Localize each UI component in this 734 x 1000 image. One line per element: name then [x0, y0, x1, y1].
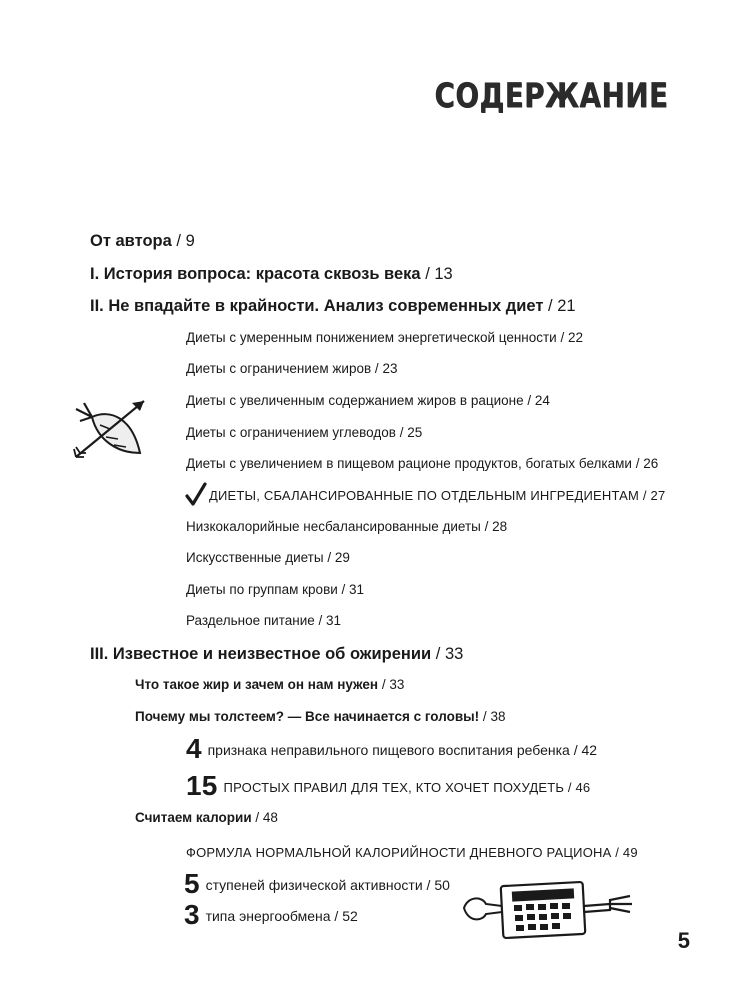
toc-page: 52	[342, 908, 358, 924]
toc-page: 49	[622, 845, 638, 860]
toc-page: 33	[444, 645, 464, 663]
big-number: 3	[184, 899, 200, 930]
toc-subentry[interactable]: Диеты с ограничением жиров / 23	[186, 361, 398, 376]
toc-subentry[interactable]: Низкокалорийные несбалансированные диеты / 28	[186, 519, 508, 534]
toc-subentry[interactable]: ФОРМУЛА НОРМАЛЬНОЙ КАЛОРИЙНОСТИ ДНЕВНОГО РАЦИОНА / 49	[186, 845, 638, 860]
carrot-arrow-illustration	[70, 395, 150, 465]
toc-page: 24	[534, 393, 550, 408]
toc-page: 50	[434, 877, 450, 893]
toc-entry-text: I. История вопроса: красота сквозь века	[90, 265, 421, 283]
toc-entry-chapter-2[interactable]: II. Не впадайте в крайности. Анализ современных диет / 21	[90, 297, 576, 315]
toc-page: 25	[407, 425, 423, 440]
toc-subentry[interactable]: Раздельное питание / 31	[186, 613, 342, 628]
big-number: 5	[184, 868, 200, 899]
big-number: 4	[186, 733, 202, 764]
toc-page: 31	[326, 613, 342, 628]
toc-section[interactable]: Считаем калории / 48	[135, 810, 278, 825]
toc-page: 31	[349, 582, 365, 597]
toc-subentry-highlighted[interactable]: ДИЕТЫ, СБАЛАНСИРОВАННЫЕ ПО ОТДЕЛЬНЫМ ИНГРЕДИЕНТАМ / 27	[209, 488, 666, 503]
page-title: СОДЕРЖАНИЕ	[434, 76, 668, 116]
toc-subentry[interactable]: Диеты с ограничением углеводов / 25	[186, 425, 423, 440]
toc-subentry[interactable]: Диеты с увеличенным содержанием жиров в рационе / 24	[186, 393, 550, 408]
toc-page: 42	[581, 742, 598, 758]
toc-section[interactable]: Что такое жир и зачем он нам нужен / 33	[135, 677, 405, 692]
toc-page: 28	[492, 519, 508, 534]
toc-page: 13	[434, 265, 453, 283]
toc-entry-text: III. Известное и неизвестное об ожирении	[90, 645, 432, 663]
toc-numbered-entry[interactable]: 4 признака неправильного пищевого воспитания ребенка / 42	[186, 733, 598, 764]
toc-page: 27	[650, 488, 666, 503]
toc-page: 33	[389, 677, 405, 692]
toc-page: 26	[643, 456, 659, 471]
toc-page: 46	[575, 780, 591, 795]
big-number: 15	[186, 770, 218, 801]
toc-subentry[interactable]: Диеты с умеренным понижением энергетической ценности / 22	[186, 330, 584, 345]
toc-section[interactable]: Почему мы толстеем? — Все начинается с головы! / 38	[135, 709, 506, 724]
toc-subentry[interactable]: Искусственные диеты / 29	[186, 550, 350, 565]
toc-entry-text: II. Не впадайте в крайности. Анализ современных диет	[90, 297, 544, 315]
toc-entry-chapter-3[interactable]: III. Известное и неизвестное об ожирении / 33	[90, 645, 464, 663]
check-mark-icon	[185, 482, 207, 508]
calculator-fork-illustration	[462, 878, 634, 940]
toc-entry-author[interactable]: От автора / 9	[90, 232, 195, 250]
page-number: 5	[677, 928, 690, 953]
toc-numbered-entry[interactable]: 3 типа энергообмена / 52	[184, 899, 358, 930]
toc-page: 22	[568, 330, 584, 345]
toc-entry-chapter-1[interactable]: I. История вопроса: красота сквозь века / 13	[90, 265, 453, 283]
toc-page: 21	[557, 297, 576, 315]
toc-subentry[interactable]: Диеты по группам крови / 31	[186, 582, 365, 597]
toc-page: 23	[382, 361, 398, 376]
toc-entry-text: От автора	[90, 232, 172, 250]
toc-page: 9	[185, 232, 195, 250]
toc-page: 38	[490, 709, 506, 724]
toc-subentry[interactable]: Диеты с увеличением в пищевом рационе продуктов, богатых белками / 26	[186, 456, 659, 471]
toc-numbered-entry[interactable]: 5 ступеней физической активности / 50	[184, 868, 450, 899]
toc-page: 48	[262, 810, 278, 825]
toc-numbered-entry[interactable]: 15 ПРОСТЫХ ПРАВИЛ ДЛЯ ТЕХ, КТО ХОЧЕТ ПОХУДЕТЬ / 46	[186, 770, 591, 801]
toc-page: 29	[334, 550, 350, 565]
